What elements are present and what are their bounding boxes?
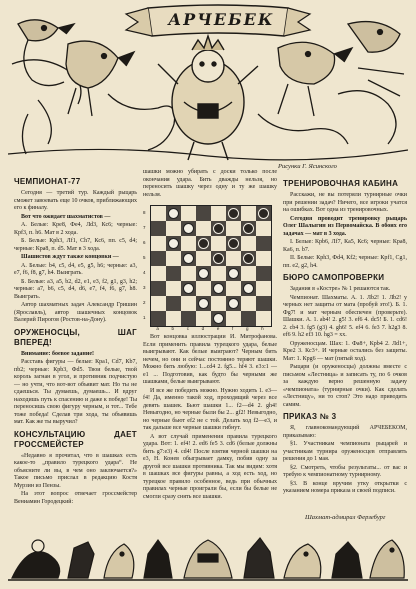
black-checker-piece bbox=[213, 223, 224, 234]
paragraph: Расскажи, не вы потеряли турнирные очки при решении задач? Ничего, все игроки учатся на ошибках. Вот одна из тренировочных. bbox=[283, 192, 407, 213]
paragraph: Сегодня — третий тур. Каждый рыцарь сможет завоевать еще 10 очков, приближающих его к финалу. bbox=[14, 190, 137, 211]
board-square bbox=[166, 281, 181, 296]
board-rank-labels bbox=[143, 205, 149, 325]
illustration-credit: Рисунки Г. Ясинского bbox=[278, 163, 337, 170]
board-rank-label: 3 bbox=[143, 285, 146, 290]
paragraph: Я, главнокомандующий АРЧЕБЕКОМ, приказываю: bbox=[283, 425, 407, 439]
board-file-label: h bbox=[261, 326, 264, 331]
paragraph: «Недавно я прочитал, что в шашках есть какое-то „правило турецкого удара“. Не объясните ли вы, в чем оно заключается?» Такое письмо прислал в редакцию Костя Мурзин из Пензы. bbox=[14, 452, 137, 489]
black-checker-piece bbox=[213, 253, 224, 264]
paragraph-bold: Внимание: боевое задание! bbox=[21, 350, 95, 357]
board-square bbox=[166, 296, 181, 311]
paragraph: А. Белые: Кре8, Фе4, Лd3, Кс6; черные: Крf3, п. h6. Мат в 2 хода. bbox=[14, 222, 137, 236]
board-square bbox=[256, 311, 271, 326]
board-file-label: a bbox=[156, 326, 159, 331]
board-square bbox=[226, 221, 241, 236]
white-checker-piece bbox=[228, 298, 239, 309]
board-square bbox=[241, 266, 256, 281]
paragraph: Оруженосцам. Шах: 1. Фa8+, Крb4 2. Лd1+, Кре2 3. Кс3+. И черные остались без защиты. Мат: 1. Кpg6 — мат (пятый ход). bbox=[283, 340, 407, 362]
board-file-label: f bbox=[232, 326, 234, 331]
white-checker-piece bbox=[228, 268, 239, 279]
board-square bbox=[151, 221, 166, 236]
board-square bbox=[151, 281, 166, 296]
black-checker-piece bbox=[258, 208, 269, 219]
board-square bbox=[211, 266, 226, 281]
board-rank-label: 2 bbox=[143, 300, 146, 305]
white-checker-piece bbox=[198, 298, 209, 309]
board-square bbox=[196, 221, 211, 236]
white-checker-piece bbox=[168, 238, 179, 249]
paragraph: А вот случай применения правила турецкого удара. Вот: 1. ef4! 2. ed6 fe5 3. cd6 (белые должны бить g7:e3) 4. cd4! После взятия черной шашки на е3, Н. Конев обыгрывает дамку, побив одну за другой все шашки противника. Так мы видим: хотя в шашках все фигуры равны, а ход есть ход, но турецкое правило особенное, ведь при обычных правилах черные проиграли бы, если бы белые не смогли сразу снять все шашки. bbox=[143, 433, 277, 500]
board-square bbox=[166, 311, 181, 326]
white-checker-piece bbox=[243, 283, 254, 294]
paragraph-bold: Шашистов ждут также концовки — bbox=[21, 254, 119, 260]
board-square bbox=[151, 266, 166, 281]
board-square bbox=[166, 251, 181, 266]
white-checker-piece bbox=[168, 208, 179, 219]
checkers-board bbox=[150, 205, 272, 327]
board-square bbox=[196, 206, 211, 221]
board-file-label: d bbox=[201, 326, 205, 331]
footer-illustration bbox=[8, 524, 408, 584]
column-left bbox=[14, 174, 137, 507]
section-heading-training: ТРЕНИРОВОЧНАЯ КАБИНА bbox=[283, 179, 399, 188]
paragraph: На этот вопрос отвечает гроссмейстер Вениамин Городецкий: bbox=[14, 491, 137, 505]
board-square bbox=[151, 236, 166, 251]
board-square bbox=[226, 281, 241, 296]
paragraph: шашки можно убирать с доски только после окончания удара. Бить дважды нельзя, но переносить шашку через одну и ту же шашку нельзя. bbox=[143, 169, 277, 198]
board-rank-label: 4 bbox=[143, 270, 146, 275]
paragraph: И все же победить можно. Нужно ходить 1. e3—f4! Да, именно такой ход, проходящий через все девять шашек. Бьют шашки 1... f2—d4 2. gh4! Невыгодно, но черные были бы 2... gf2! Невыгодно, но черные бьют ef2 не с той. Делать ход f2—e3, и так дальше все черные шашки гибнут. bbox=[143, 387, 277, 431]
board-rank-label: 7 bbox=[143, 225, 146, 230]
paragraph: II. Белые: Крh3, Фd4, Кf2; черные: Крf1, Сg1, пп. e2, g2, h4. bbox=[283, 255, 407, 269]
paragraph: Задания в «Костре» № 1 решаются так. bbox=[290, 286, 391, 292]
board-rank-label: 8 bbox=[143, 210, 146, 215]
paragraph: Б. Белые: Крh3, Лf1, Сh7, Кс6, пп. c5, d4; черные: Кра8, п. d5. Мат в 3 хода. bbox=[14, 238, 137, 252]
board-square bbox=[256, 236, 271, 251]
column-right bbox=[283, 176, 407, 497]
board-square bbox=[241, 296, 256, 311]
white-checker-piece bbox=[213, 313, 224, 324]
white-checker-piece bbox=[183, 223, 194, 234]
board-square bbox=[196, 281, 211, 296]
paragraph: §2. Смотреть, чтобы результаты... от вас и требую к чемпионатному турнирному. bbox=[283, 464, 407, 478]
board-file-label: b bbox=[171, 326, 175, 331]
board-square bbox=[151, 296, 166, 311]
board-square bbox=[196, 311, 211, 326]
white-checker-piece bbox=[213, 283, 224, 294]
board-square bbox=[211, 296, 226, 311]
board-square bbox=[181, 311, 196, 326]
board-square bbox=[211, 206, 226, 221]
black-checker-piece bbox=[198, 238, 209, 249]
paragraph: Расставь фигуры — белые: Кра1, Сd7, Кb7, пb2; черные: Крb3, Фd5. Твои белые, твой король загнан в угол, и противник подчистую — но учти, что вот-вот объявит мат. Но ты не сдаешься. Ты думаешь, думаешь... И вдруг находишь путь к спасению и даже к победе! Ты переносишь свою фигуру черным, и тот... Тебе тоже победа! Сделав три хода, ты объявишь мат. Как же ты выручил? bbox=[14, 359, 137, 425]
board-square bbox=[181, 236, 196, 251]
section-heading-squires: ОРУЖЕНОСЦЫ, ШАГ ВПЕРЕД! bbox=[14, 327, 137, 347]
paragraph-bold: Сегодня проводит тренировку рыцарь Олег Шалыгин из Первомайска. В обоих его задачах — мат в 3 хода. bbox=[283, 215, 407, 237]
board-file-labels bbox=[150, 326, 270, 331]
board-square bbox=[256, 221, 271, 236]
board-square bbox=[211, 236, 226, 251]
board-square bbox=[256, 266, 271, 281]
header-illustration bbox=[8, 4, 408, 162]
board-square bbox=[241, 206, 256, 221]
white-checker-piece bbox=[183, 253, 194, 264]
column-middle bbox=[143, 169, 277, 200]
board-rank-label: 5 bbox=[143, 255, 146, 260]
board-square bbox=[256, 296, 271, 311]
board-square bbox=[241, 311, 256, 326]
board-square bbox=[151, 251, 166, 266]
black-checker-piece bbox=[243, 223, 254, 234]
board-rank-label: 1 bbox=[143, 315, 146, 320]
board-square bbox=[226, 311, 241, 326]
black-checker-piece bbox=[243, 253, 254, 264]
board-square bbox=[181, 296, 196, 311]
board-square bbox=[181, 266, 196, 281]
black-checker-piece bbox=[228, 208, 239, 219]
board-square bbox=[181, 206, 196, 221]
board-file-label: c bbox=[186, 326, 189, 331]
section-heading-consultation: КОНСУЛЬТАЦИЮ ДАЕТ ГРОССМЕЙСТЕР bbox=[14, 429, 137, 449]
section-heading-self-check: БЮРО САМОПРОВЕРКИ bbox=[283, 273, 385, 282]
board-square bbox=[151, 206, 166, 221]
paragraph: §3. В конце вручим утку открытки с указанием номера приказа и своей подписи. bbox=[283, 480, 407, 494]
paragraph-bold: Вот что ожидает шахматистов — bbox=[21, 213, 111, 220]
board-square bbox=[241, 236, 256, 251]
header-title: АРЧЕБЕК bbox=[166, 10, 277, 29]
board-square bbox=[166, 221, 181, 236]
white-checker-piece bbox=[183, 283, 194, 294]
footer-art bbox=[8, 524, 408, 584]
black-checker-piece bbox=[228, 238, 239, 249]
paragraph: А. Белые: b4, c5, d4, e5, g5, h6; черные: a3, e7, f6, f8, g7, h4. Выиграть. bbox=[14, 262, 137, 276]
signature: Шахмат-адмирал Ферзебург bbox=[305, 514, 386, 521]
board-square bbox=[256, 251, 271, 266]
paragraph: §1. Участникам чемпионата рыцарей и участникам турнира оруженосцев отправлять решения до 1 мая. bbox=[283, 441, 407, 462]
board-square bbox=[226, 251, 241, 266]
board-square bbox=[151, 311, 166, 326]
paragraph: I. Белые: Крb6, Лf7, Кa5, Кс6; черные: Кра8, Кa6, п. b7. bbox=[283, 239, 407, 253]
board-file-label: g bbox=[245, 326, 249, 331]
paragraph: Чемпионат. Шахматы. А. 1. Лb2! 1. Лb2! у черных нет защиты от мата (пробуй это!). Б. 1. Фg7! и мат черным обеспечен (проверьте). Шашки. А. 1. ab4! 2. g5! 3. ef6 4. dc5! Б. 1. cd6! 2. cb4 3. fg5 (g3) 4. gh6! 5. ef4 6. fe3 7. h2g3 8. ef6 9. h2 ef3 10. hg3 = хх. bbox=[283, 294, 407, 338]
board-square bbox=[256, 281, 271, 296]
paragraph: Рыцари (и оруженосцы) должны вместе с письмом «Лестница» и записать ту, по 6 очков за каждую верно решенную задачу «чемпионата» (турнирные очки). Как сделать «Лестницу», ни то стоп? Это надо приводить самим. bbox=[283, 364, 407, 408]
paragraph: Вот концовка иллюстрации И. Митрофанова. Если применить правила турецкого удара, белые выигрывают. Как белые выиграют? Черным бить нечем, но они и сейчас постоянно теряют шашки. Можно бить любую: 1...cd4 2. fg5... hf4 3. e3:c1 — e1 ... Подготовив, как будто бы черными же шашками, белые выигрывают. bbox=[143, 334, 277, 385]
column-middle-lower bbox=[143, 334, 277, 502]
section-heading-championship: ЧЕМПИОНАТ-77 bbox=[14, 177, 81, 186]
paragraph: Б. Белые: a3, a5, b2, d2, e1, e3, f2, g1, g3, h2; черные: a7, b6, c5, d4, d6, e7, f4, f6, g7, h8. Выиграть. bbox=[14, 278, 137, 300]
board-square bbox=[166, 266, 181, 281]
board-rank-label: 6 bbox=[143, 240, 146, 245]
paragraph: Автор шахматных задач Александр Гришин (Ярославль), автор шашечных концовок Валерий Пирогов (Ростов-на-Дону). bbox=[14, 302, 137, 323]
white-checker-piece bbox=[198, 268, 209, 279]
board-file-label: e bbox=[216, 326, 220, 331]
section-heading-order: ПРИКАЗ № 3 bbox=[283, 412, 337, 421]
board-square bbox=[196, 251, 211, 266]
